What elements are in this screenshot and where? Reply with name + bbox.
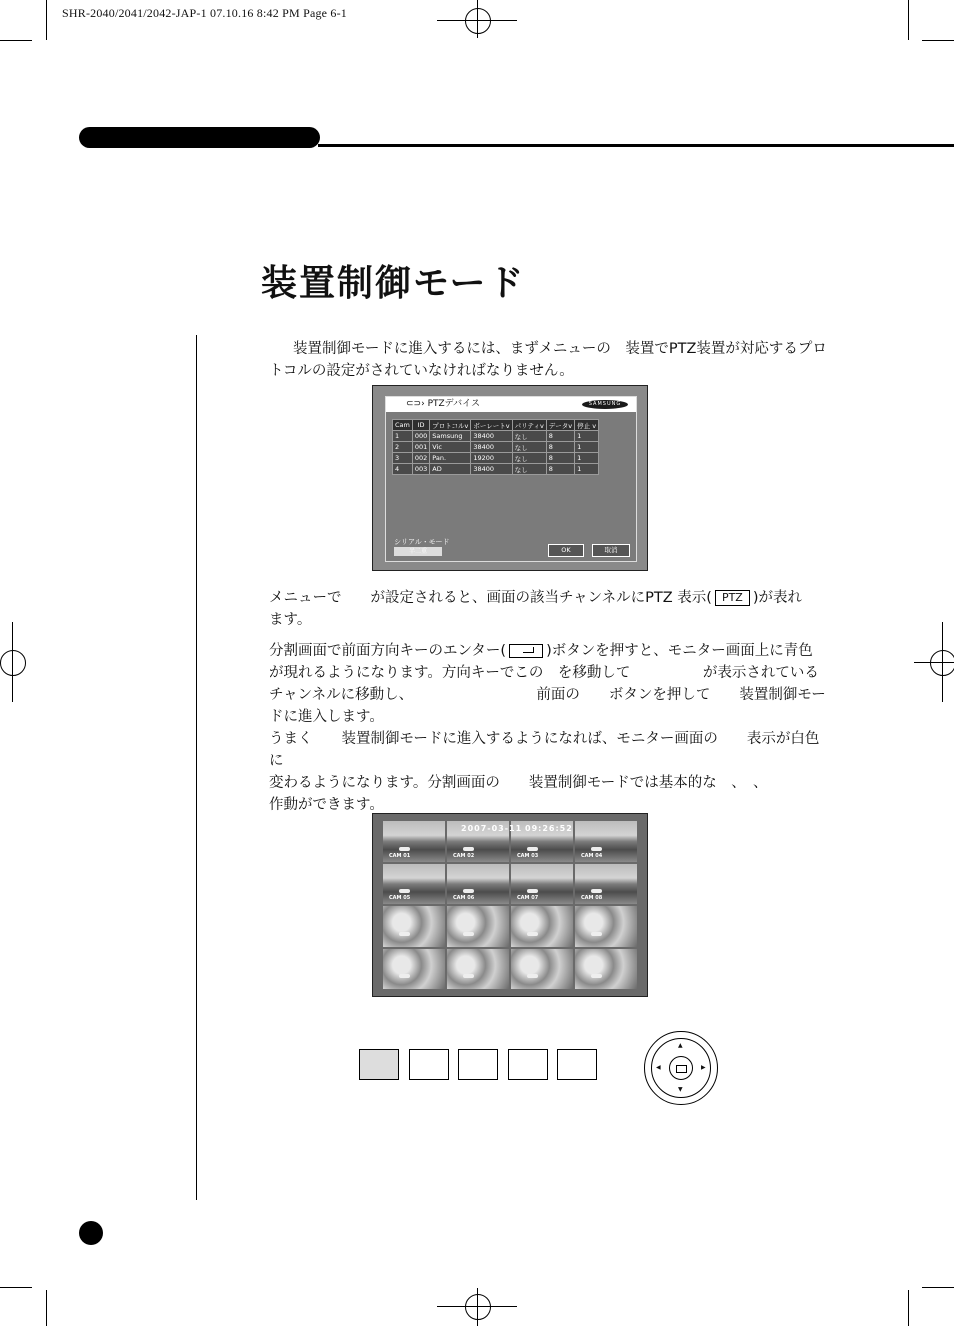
camera-icon bbox=[399, 932, 410, 936]
paragraph-ptz-display bbox=[269, 587, 829, 631]
text-span: )が表れ bbox=[752, 590, 802, 606]
column-header[interactable]: ボーレートv bbox=[471, 420, 512, 431]
camera-label: CAM 07 bbox=[517, 895, 539, 901]
ptz-badge: PTZ bbox=[715, 590, 750, 606]
camera-tile[interactable] bbox=[383, 906, 445, 947]
crop-mark bbox=[46, 0, 47, 40]
camera-label: CAM 04 bbox=[581, 852, 603, 859]
crop-mark bbox=[922, 40, 954, 41]
cell-data[interactable]: 8 bbox=[546, 464, 574, 475]
camera-tile[interactable] bbox=[447, 864, 509, 905]
column-header[interactable]: パリティv bbox=[512, 420, 546, 431]
registration-mark bbox=[465, 8, 491, 34]
crop-mark bbox=[922, 1287, 954, 1288]
table-row[interactable] bbox=[393, 453, 599, 464]
camera-tile[interactable] bbox=[383, 949, 445, 990]
registration-mark bbox=[0, 650, 26, 676]
camera-tile[interactable] bbox=[575, 864, 637, 905]
ptz-table bbox=[392, 419, 599, 475]
cell-stop[interactable]: 1 bbox=[575, 453, 599, 464]
cell-parity[interactable]: なし bbox=[512, 431, 546, 442]
text-line: 変わるようになります。分割画面の 装置制御モードでは基本的な 、 、 bbox=[269, 775, 768, 791]
cell-data[interactable]: 8 bbox=[546, 453, 574, 464]
crop-mark bbox=[0, 40, 32, 41]
text-line: 装置制御モードに進入するには、まずメニューの 装置でPTZ装置が対応するプロ bbox=[293, 341, 827, 357]
serial-mode-label: シリアル・モード bbox=[394, 538, 450, 546]
text-span: メニューで が設定されると、画面の該当チャンネルにPTZ 表示( bbox=[269, 590, 712, 606]
camera-tile[interactable] bbox=[511, 949, 573, 990]
column-header: Cam bbox=[393, 420, 413, 431]
registration-line bbox=[477, 0, 478, 38]
camera-icon bbox=[463, 889, 474, 893]
text-line bbox=[269, 587, 829, 609]
text-line: トコルの設定がされていなければなりません。 bbox=[269, 363, 574, 379]
text-span: 分割画面で前面方向キーのエンター( bbox=[269, 643, 507, 659]
arrow-down-icon[interactable]: ▼ bbox=[678, 1086, 683, 1093]
camera-icon bbox=[463, 847, 474, 851]
camera-icon bbox=[463, 932, 474, 936]
camera-icon bbox=[591, 889, 602, 893]
cell-data[interactable]: 8 bbox=[546, 442, 574, 453]
margin-rule bbox=[196, 335, 197, 1200]
text-line: ます。 bbox=[269, 612, 312, 628]
arrow-left-icon[interactable]: ◀ bbox=[656, 1064, 661, 1071]
cell-id[interactable]: 002 bbox=[412, 453, 429, 464]
cell-baud[interactable]: 38400 bbox=[471, 431, 512, 442]
brand-logo: SAMSUNG bbox=[582, 400, 628, 409]
cell-id[interactable]: 000 bbox=[412, 431, 429, 442]
cell-cam: 3 bbox=[393, 453, 413, 464]
table-row[interactable] bbox=[393, 431, 599, 442]
registration-line bbox=[914, 662, 954, 663]
table-row[interactable] bbox=[393, 464, 599, 475]
crop-mark bbox=[46, 1290, 47, 1326]
camera-icon bbox=[591, 932, 602, 936]
camera-label: CAM 08 bbox=[581, 895, 603, 901]
camera-label: CAM 05 bbox=[389, 895, 411, 901]
crop-mark bbox=[908, 0, 909, 40]
text-line: ドに進入します。 bbox=[269, 709, 384, 725]
camera-tile[interactable] bbox=[383, 864, 445, 905]
camera-icon bbox=[527, 974, 538, 978]
section-rule bbox=[318, 144, 954, 147]
front-button-3[interactable] bbox=[458, 1049, 498, 1080]
print-slug: SHR-2040/2041/2042-JAP-1 07.10.16 8:42 PM Page 6-1 bbox=[62, 6, 348, 20]
camera-tile[interactable] bbox=[575, 949, 637, 990]
cell-parity[interactable]: なし bbox=[512, 442, 546, 453]
table-header-row bbox=[393, 420, 599, 431]
camera-tile[interactable] bbox=[447, 949, 509, 990]
cancel-button[interactable]: 取消 bbox=[592, 544, 630, 557]
cell-protocol[interactable]: AD bbox=[430, 464, 471, 475]
date-overlay: 2007-03-11 bbox=[461, 824, 523, 833]
ptz-dialog-title: PTZデバイス bbox=[427, 399, 481, 409]
text-line bbox=[269, 640, 829, 662]
page-title: 装置制御モード bbox=[261, 263, 526, 304]
monitor-screenshot bbox=[372, 813, 648, 997]
column-header[interactable]: データv bbox=[546, 420, 574, 431]
cell-cam: 1 bbox=[393, 431, 413, 442]
camera-icon bbox=[591, 974, 602, 978]
camera-label: CAM 01 bbox=[389, 852, 411, 859]
registration-mark bbox=[465, 1294, 491, 1320]
text-span: )ボタンを押すと、モニター画面上に青色 bbox=[546, 643, 813, 659]
camera-label: CAM 03 bbox=[517, 852, 539, 859]
section-tab bbox=[79, 127, 320, 148]
table-row[interactable] bbox=[393, 442, 599, 453]
cell-baud[interactable]: 19200 bbox=[471, 453, 512, 464]
column-header[interactable]: プロトコルv bbox=[430, 420, 471, 431]
camera-icon bbox=[399, 847, 410, 851]
cell-stop[interactable]: 1 bbox=[575, 464, 599, 475]
camera-tile[interactable] bbox=[575, 906, 637, 947]
camera-tile[interactable] bbox=[575, 821, 637, 862]
direction-dial[interactable] bbox=[644, 1031, 718, 1105]
cell-protocol[interactable]: Pan. bbox=[430, 453, 471, 464]
camera-icon bbox=[527, 847, 538, 851]
column-header: ID bbox=[412, 420, 429, 431]
enter-key-icon bbox=[676, 1065, 687, 1073]
front-button-1[interactable] bbox=[359, 1049, 399, 1080]
enter-key-icon bbox=[509, 644, 543, 658]
camera-grid bbox=[383, 821, 637, 989]
front-button-5[interactable] bbox=[557, 1049, 597, 1080]
cell-baud[interactable]: 38400 bbox=[471, 442, 512, 453]
registration-line bbox=[12, 622, 13, 702]
paragraph-intro bbox=[269, 338, 829, 382]
cell-id[interactable]: 001 bbox=[412, 442, 429, 453]
ptz-dialog-header bbox=[386, 397, 636, 412]
front-button-2[interactable] bbox=[409, 1049, 449, 1080]
front-button-4[interactable] bbox=[508, 1049, 548, 1080]
ptz-dialog bbox=[385, 396, 637, 562]
camera-tile[interactable] bbox=[511, 906, 573, 947]
arrow-up-icon[interactable]: ▲ bbox=[678, 1042, 683, 1049]
cell-baud[interactable]: 38400 bbox=[471, 464, 512, 475]
column-header[interactable]: 停止 v bbox=[575, 420, 599, 431]
ok-button[interactable]: OK bbox=[548, 544, 584, 557]
cell-parity[interactable]: なし bbox=[512, 453, 546, 464]
cell-stop[interactable]: 1 bbox=[575, 431, 599, 442]
camera-tile[interactable] bbox=[511, 864, 573, 905]
cell-protocol[interactable]: Vic bbox=[430, 442, 471, 453]
cell-id[interactable]: 003 bbox=[412, 464, 429, 475]
registration-line bbox=[477, 1288, 478, 1326]
text-line: うまく 装置制御モードに進入するようになれば、モニター画面の 表示が白色に bbox=[269, 731, 820, 769]
ptz-device-screenshot bbox=[372, 385, 648, 571]
camera-icon bbox=[399, 889, 410, 893]
enter-button[interactable] bbox=[669, 1056, 693, 1080]
crop-mark bbox=[0, 1287, 32, 1288]
camera-label: CAM 02 bbox=[453, 852, 475, 859]
camera-tile[interactable] bbox=[447, 906, 509, 947]
cell-parity[interactable]: なし bbox=[512, 464, 546, 475]
camera-icon bbox=[527, 932, 538, 936]
cell-cam: 2 bbox=[393, 442, 413, 453]
paragraph-procedure bbox=[269, 640, 829, 816]
page-marker bbox=[79, 1221, 103, 1245]
camera-tile[interactable] bbox=[383, 821, 445, 862]
camera-icon bbox=[463, 974, 474, 978]
camera-label: CAM 06 bbox=[453, 895, 475, 901]
serial-mode-select[interactable]: 半二重 bbox=[394, 547, 442, 556]
cell-stop[interactable]: 1 bbox=[575, 442, 599, 453]
pointer-icon: ⊂⊃› bbox=[406, 399, 425, 409]
time-overlay: 09:26:52 bbox=[525, 824, 573, 833]
camera-icon bbox=[527, 889, 538, 893]
crop-mark bbox=[908, 1290, 909, 1326]
cell-data[interactable]: 8 bbox=[546, 431, 574, 442]
camera-icon bbox=[591, 847, 602, 851]
camera-icon bbox=[399, 974, 410, 978]
cell-cam: 4 bbox=[393, 464, 413, 475]
text-line: 作動ができます。 bbox=[269, 797, 384, 813]
text-line: が現れるようになります。方向キーでこの を移動して が表示されている bbox=[269, 665, 819, 681]
cell-protocol[interactable]: Samsung bbox=[430, 431, 471, 442]
arrow-right-icon[interactable]: ▶ bbox=[701, 1064, 706, 1071]
text-line: チャンネルに移動し、 前面の ボタンを押して 装置制御モー bbox=[269, 687, 826, 703]
